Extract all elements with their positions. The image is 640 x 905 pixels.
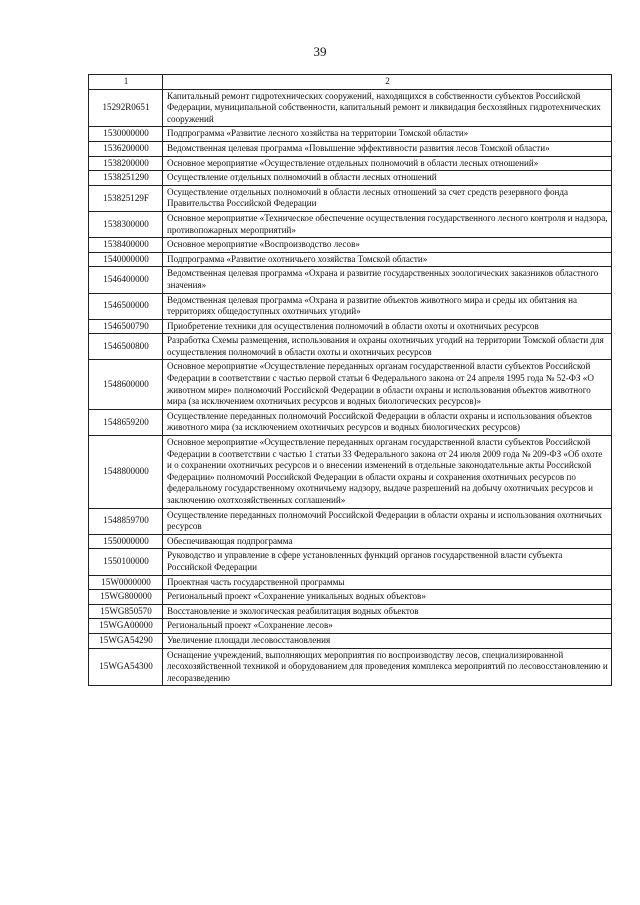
- row-code: 1548859700: [89, 508, 163, 534]
- row-name: Осуществление переданных полномочий Российской Федерации в области охраны и использования охотничьих ресурсов: [163, 508, 612, 534]
- row-name: Основное мероприятие «Техническое обеспечение осуществления государственного лесного контроля и надзора, противопожарных мероприятий»: [163, 211, 612, 237]
- table-row: [89, 127, 612, 142]
- row-code: 1538400000: [89, 238, 163, 253]
- row-name: Восстановление и экологическая реабилитация водных объектов: [163, 604, 612, 619]
- row-code: 1546500000: [89, 293, 163, 319]
- row-name: Оснащение учреждений, выполняющих мероприятия по воспроизводству лесов, специализированной лесохозяйственной техникой и оборудованием для проведения комплекса мероприятий по лесовосстановлению и лесоразведению: [163, 648, 612, 686]
- row-name: Проектная часть государственной программы: [163, 575, 612, 590]
- table-row: [89, 156, 612, 171]
- column-header-name: 2: [163, 75, 612, 90]
- table-row: [89, 360, 612, 409]
- table-row: [89, 319, 612, 334]
- row-code: 15WGA54300: [89, 648, 163, 686]
- row-code: 1546500790: [89, 319, 163, 334]
- row-code: 1548600000: [89, 360, 163, 409]
- row-code: 15WG800000: [89, 590, 163, 605]
- table-row: [89, 409, 612, 435]
- row-name: Капитальный ремонт гидротехнических сооружений, находящихся в собственности субъектов Российской Федерации, муниципальной собственности, капитальный ремонт и ликвидация бесхозяйных гидротехнических сооружений: [163, 89, 612, 127]
- budget-classification-table: [88, 74, 612, 686]
- row-name: Основное мероприятие «Осуществление переданных органам государственной власти субъектов Российской Федерации в соответствии с частью 1 статьи 33 Федерального закона от 24 июля 2009 года № 209-ФЗ «Об охоте и о сохранении охотничьих ресурсов и о внесении изменений в отдельные законодательные акты Российской Федерации» полномочий Российской Федерации в области охраны и сохранения охотничьих ресурсов по федеральному государственному охотничьему надзору, выдаче разрешений на добычу охотничьих ресурсов и заключению охотхозяйственных соглашений»: [163, 436, 612, 509]
- row-code: 153825129F: [89, 185, 163, 211]
- row-name: Обеспечивающая подпрограмма: [163, 534, 612, 549]
- row-name: Разработка Схемы размещения, использования и охраны охотничьих угодий на территории Томской области для осуществления полномочий в области охоты и охотничьих ресурсов: [163, 334, 612, 360]
- row-code: 1530000000: [89, 127, 163, 142]
- row-name: Основное мероприятие «Осуществление переданных органам государственной власти субъектов Российской Федерации в соответствии с частью первой статьи 6 Федерального закона от 24 апреля 1995 года № 52-ФЗ «О животном мире» полномочий Российской Федерации в области охраны и использования объектов животного мира (за исключением охотничьих ресурсов и водных биологических ресурсов)»: [163, 360, 612, 409]
- row-code: 15WG850570: [89, 604, 163, 619]
- row-name: Основное мероприятие «Осуществление отдельных полномочий в области лесных отношений»: [163, 156, 612, 171]
- row-code: 1546500800: [89, 334, 163, 360]
- table-row: [89, 575, 612, 590]
- table-row: [89, 648, 612, 686]
- table-row: [89, 252, 612, 267]
- table-row: [89, 267, 612, 293]
- row-name: Приобретение техники для осуществления полномочий в области охоты и охотничьих ресурсов: [163, 319, 612, 334]
- row-code: 1548659200: [89, 409, 163, 435]
- row-name: Осуществление переданных полномочий Российской Федерации в области охраны и использования объектов животного мира (за исключением охотничьих ресурсов и водных биологических ресурсов): [163, 409, 612, 435]
- table-row: [89, 89, 612, 127]
- row-name: Осуществление отдельных полномочий в области лесных отношений: [163, 171, 612, 186]
- table-row: [89, 334, 612, 360]
- row-name: Увеличение площади лесовосстановления: [163, 633, 612, 648]
- row-name: Подпрограмма «Развитие охотничьего хозяйства Томской области»: [163, 252, 612, 267]
- row-code: 1548800000: [89, 436, 163, 509]
- row-name: Основное мероприятие «Воспроизводство лесов»: [163, 238, 612, 253]
- row-name: Ведомственная целевая программа «Охрана и развитие объектов животного мира и среды их обитания на территориях общедоступных охотничьих угодий»: [163, 293, 612, 319]
- row-code: 15W0000000: [89, 575, 163, 590]
- table-row: [89, 604, 612, 619]
- table-row: [89, 590, 612, 605]
- row-code: 15WGA00000: [89, 619, 163, 634]
- row-name: Руководство и управление в сфере установленных функций органов государственной власти субъекта Российской Федерации: [163, 549, 612, 575]
- row-code: 1540000000: [89, 252, 163, 267]
- row-code: 1550000000: [89, 534, 163, 549]
- row-name: Ведомственная целевая программа «Охрана и развитие государственных зоологических заказников областного значения»: [163, 267, 612, 293]
- table-row: [89, 436, 612, 509]
- table-row: [89, 185, 612, 211]
- row-code: 1538251290: [89, 171, 163, 186]
- column-header-code: 1: [89, 75, 163, 90]
- table-row: [89, 141, 612, 156]
- row-name: Региональный проект «Сохранение лесов»: [163, 619, 612, 634]
- table-row: [89, 508, 612, 534]
- table-row: [89, 534, 612, 549]
- table-row: [89, 549, 612, 575]
- row-name: Осуществление отдельных полномочий в области лесных отношений за счет средств резервного фонда Правительства Российской Федерации: [163, 185, 612, 211]
- row-code: 1536200000: [89, 141, 163, 156]
- row-code: 1538200000: [89, 156, 163, 171]
- table-row: [89, 211, 612, 237]
- row-name: Подпрограмма «Развитие лесного хозяйства на территории Томской области»: [163, 127, 612, 142]
- table-row: [89, 171, 612, 186]
- table-row: [89, 293, 612, 319]
- page-number: 39: [313, 44, 327, 59]
- table-header-row: [89, 75, 612, 90]
- table-row: [89, 633, 612, 648]
- row-code: 15292R0651: [89, 89, 163, 127]
- row-code: 15WGA54290: [89, 633, 163, 648]
- row-code: 1538300000: [89, 211, 163, 237]
- row-name: Региональный проект «Сохранение уникальных водных объектов»: [163, 590, 612, 605]
- table-row: [89, 238, 612, 253]
- row-code: 1550100000: [89, 549, 163, 575]
- row-code: 1546400000: [89, 267, 163, 293]
- row-name: Ведомственная целевая программа «Повышение эффективности развития лесов Томской области»: [163, 141, 612, 156]
- table-row: [89, 619, 612, 634]
